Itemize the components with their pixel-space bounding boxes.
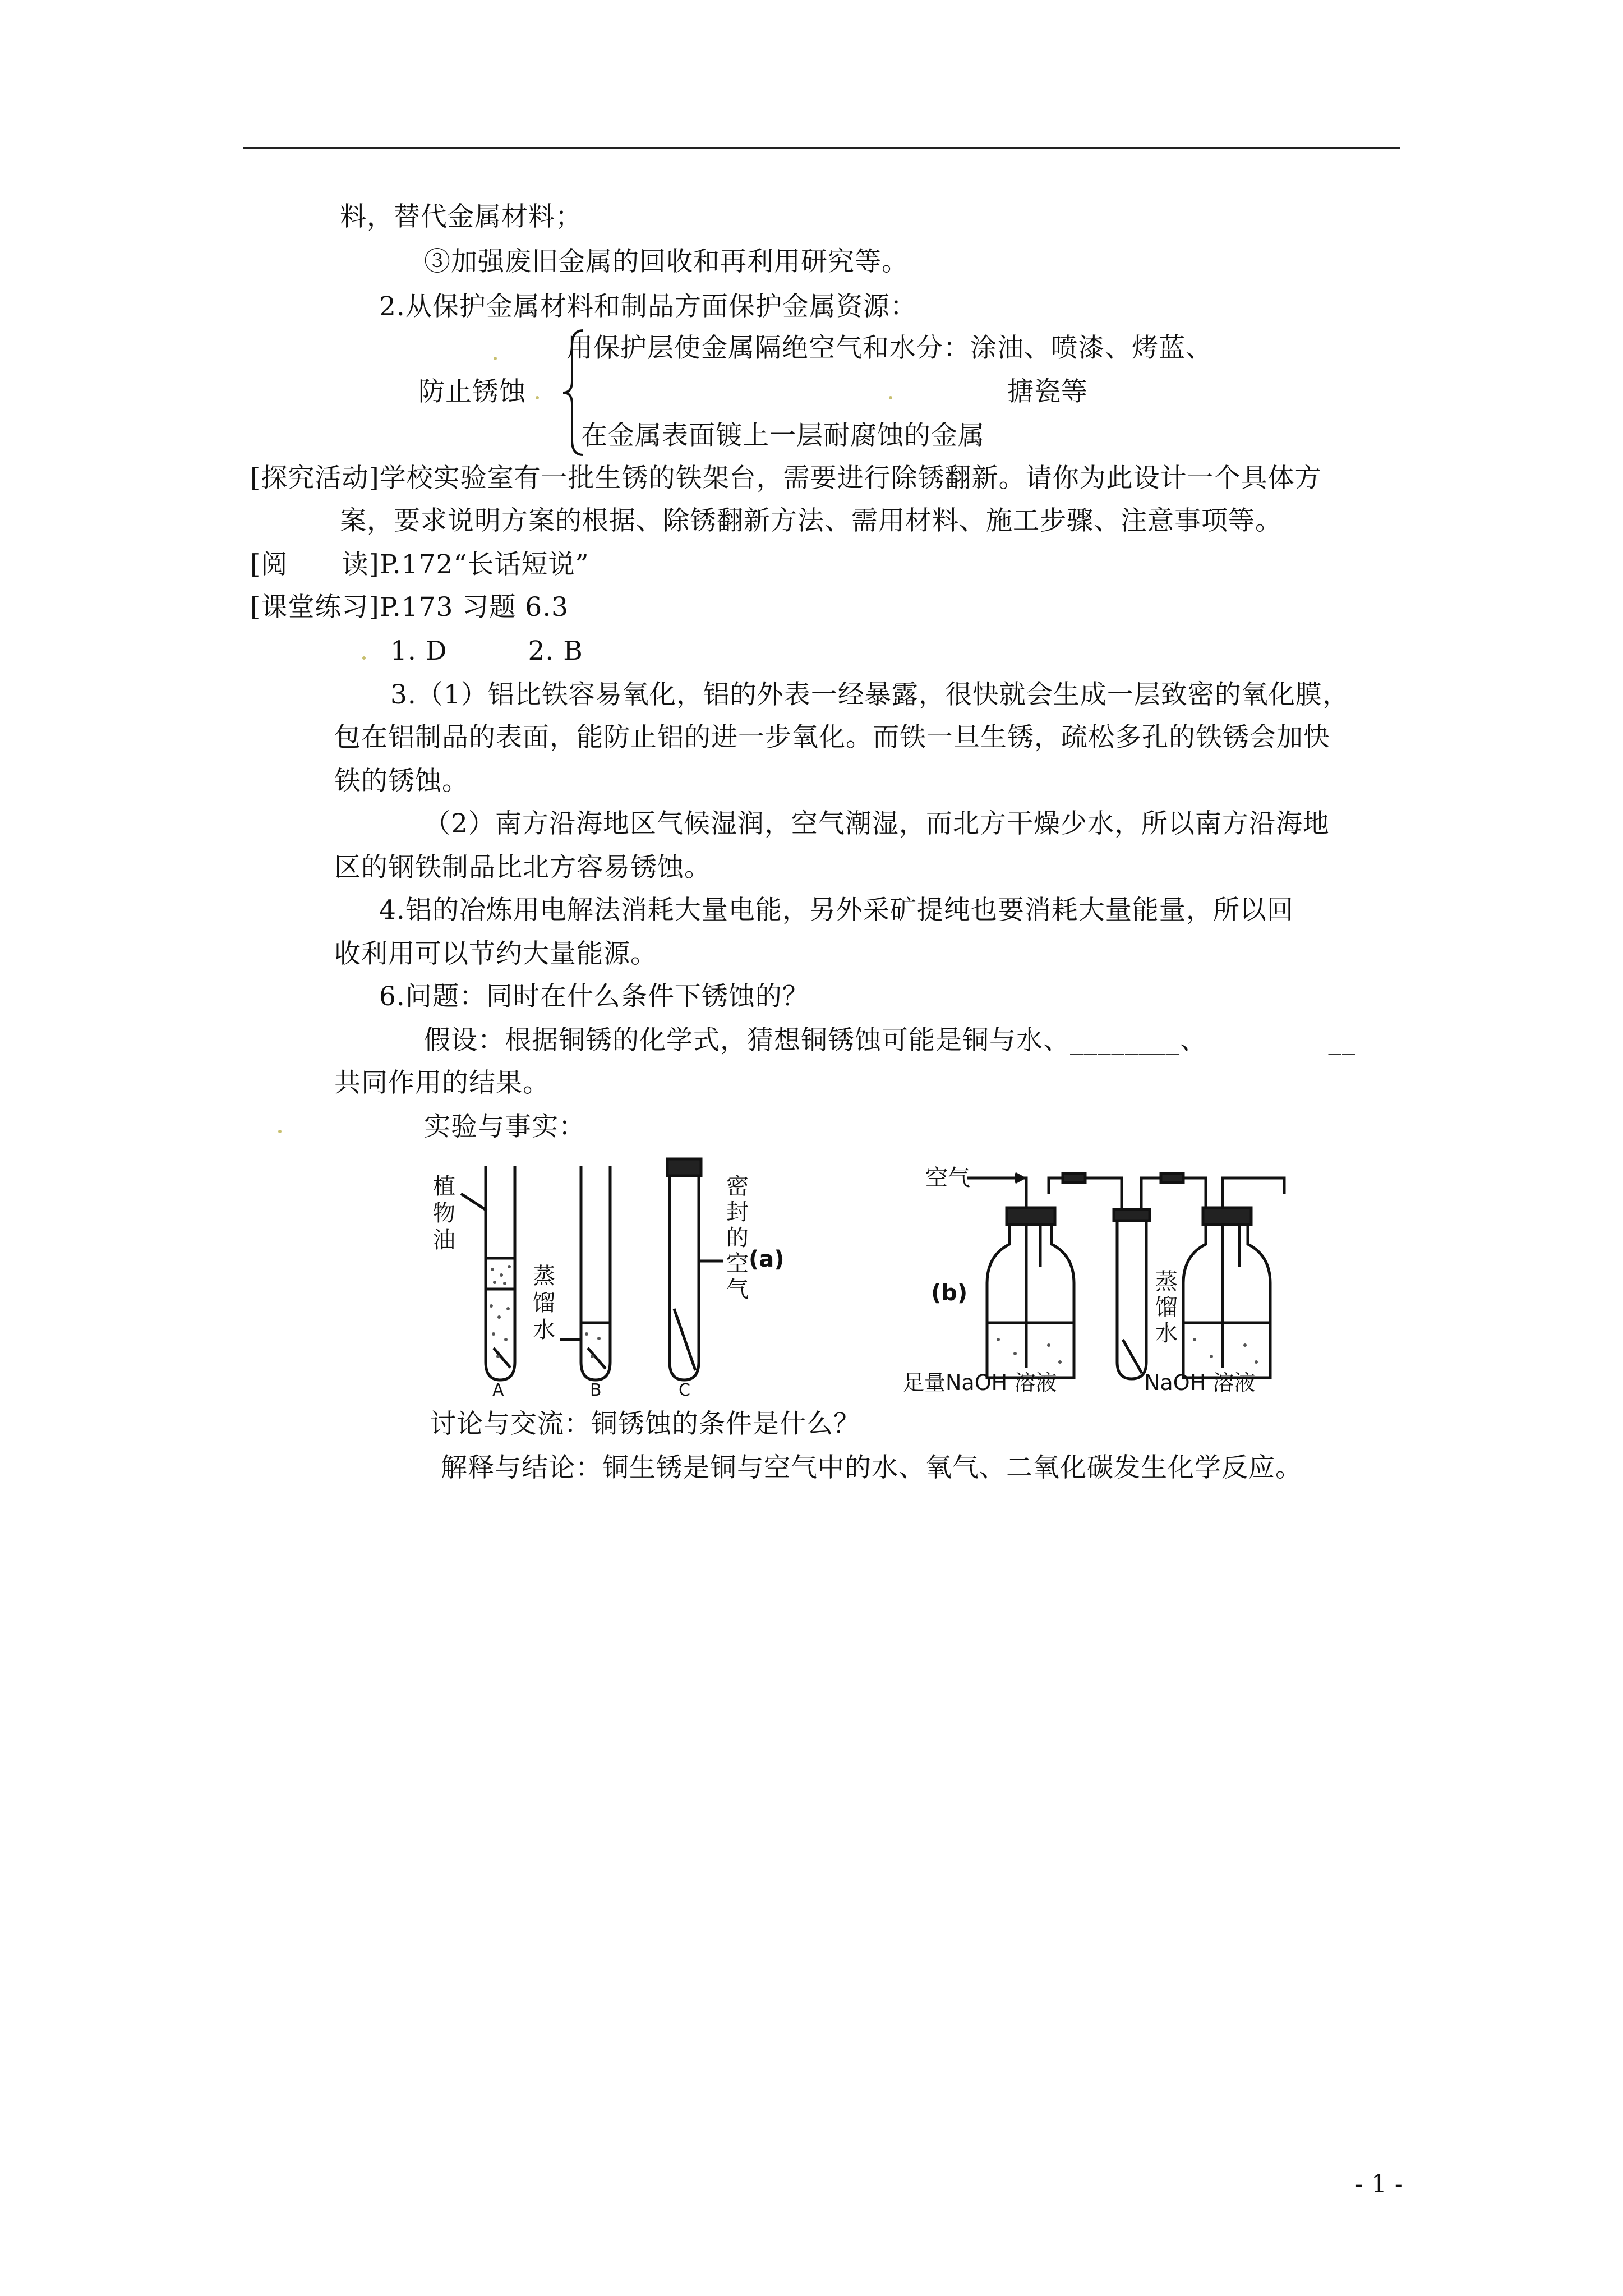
header-rule xyxy=(243,147,1400,149)
scan-dot xyxy=(536,396,539,399)
text-line: [探究活动]学校实验室有一批生锈的铁架台，需要进行除锈翻新。请你为此设计一个具体方 xyxy=(250,463,1322,494)
text-line: 料，替代金属材料； xyxy=(340,201,582,232)
tube-label-c: C xyxy=(679,1381,690,1396)
svg-text:馏: 馏 xyxy=(1155,1295,1178,1320)
text-line: 用保护层使金属隔绝空气和水分：涂油、喷漆、烤蓝、 xyxy=(566,333,1212,364)
text-line: 2.从保护金属材料和制品方面保护金属资源： xyxy=(379,291,917,322)
scan-dot xyxy=(889,396,892,399)
text-line: ③加强废旧金属的回收和再利用研究等。 xyxy=(424,246,909,277)
text-line: 防止锈蚀 xyxy=(418,376,526,407)
tube-label-b: B xyxy=(590,1381,602,1396)
text-line: 解释与结论：铜生锈是铜与空气中的水、氧气、二氧化碳发生化学反应。 xyxy=(441,1452,1302,1483)
text-line: 4.铝的冶炼用电解法消耗大量电能，另外采矿提纯也要消耗大量能量，所以回 xyxy=(379,895,1294,926)
naoh-right-caption: NaOH 溶液 xyxy=(1144,1370,1256,1395)
svg-text:气: 气 xyxy=(726,1277,749,1303)
page-number: - 1 - xyxy=(1355,2170,1403,2198)
text-line: 在金属表面镀上一层耐腐蚀的金属 xyxy=(581,420,985,451)
text-line: 包在铝制品的表面，能防止铝的进一步氧化。而铁一旦生锈，疏松多孔的铁锈会加快 xyxy=(334,722,1330,753)
scan-dot xyxy=(494,357,497,360)
text-line: 铁的锈蚀。 xyxy=(334,766,469,797)
svg-text:物: 物 xyxy=(433,1200,455,1226)
test-tube-c xyxy=(667,1159,723,1380)
naoh-left-caption: 足量NaOH 溶液 xyxy=(903,1370,1057,1395)
text-line: 6.问题：同时在什么条件下锈蚀的？ xyxy=(379,981,809,1012)
text-line: 案，要求说明方案的根据、除锈翻新方法、需用材料、施工步骤、注意事项等。 xyxy=(340,505,1282,536)
text-line: 3.（1）铝比铁容易氧化，铝的外表一经暴露，很快就会生成一层致密的氧化膜， xyxy=(390,679,1349,710)
text-line: 收利用可以节约大量能源。 xyxy=(334,938,657,969)
svg-text:油: 油 xyxy=(433,1227,455,1253)
svg-text:蒸: 蒸 xyxy=(533,1263,555,1289)
text-line: [课堂练习]P.173 习题 6.3 xyxy=(250,592,569,623)
svg-text:水: 水 xyxy=(533,1317,555,1343)
svg-text:空: 空 xyxy=(726,1251,749,1277)
fig-tag-a: (a) xyxy=(749,1246,785,1272)
text-line: （2）南方沿海地区气候湿润，空气潮湿，而北方干燥少水，所以南方沿海地 xyxy=(424,808,1330,839)
experiment-figure xyxy=(432,1154,1357,1396)
scan-dot xyxy=(362,656,366,660)
text-line: 搪瓷等 xyxy=(1007,376,1088,407)
test-tube-b xyxy=(560,1166,610,1380)
text-line: 假设：根据铜锈的化学式，猜想铜锈蚀可能是铜与水、________、 __ xyxy=(424,1025,1356,1056)
text-line: 讨论与交流：铜锈蚀的条件是什么？ xyxy=(430,1409,860,1439)
svg-text:的: 的 xyxy=(726,1225,749,1251)
svg-text:水: 水 xyxy=(1155,1320,1178,1346)
svg-text:馏: 馏 xyxy=(533,1290,555,1316)
text-line: [阅 读]P.172“长话短说” xyxy=(250,549,589,580)
tube-label-a: A xyxy=(492,1381,504,1396)
test-tube-a xyxy=(461,1166,515,1380)
scan-dot xyxy=(278,1130,282,1133)
text-line: 实验与事实： xyxy=(424,1111,585,1142)
text-line: 共同作用的结果。 xyxy=(334,1068,550,1098)
text-line: 1. D 2. B xyxy=(390,636,583,666)
svg-text:蒸: 蒸 xyxy=(1155,1269,1178,1295)
air-label: 空气 xyxy=(925,1165,970,1191)
oil-label-1: 植 xyxy=(433,1174,455,1199)
svg-text:封: 封 xyxy=(726,1199,749,1225)
fig-tag-b: (b) xyxy=(931,1280,968,1306)
text-line: 区的钢铁制品比北方容易锈蚀。 xyxy=(334,852,711,883)
svg-text:密: 密 xyxy=(726,1174,749,1199)
